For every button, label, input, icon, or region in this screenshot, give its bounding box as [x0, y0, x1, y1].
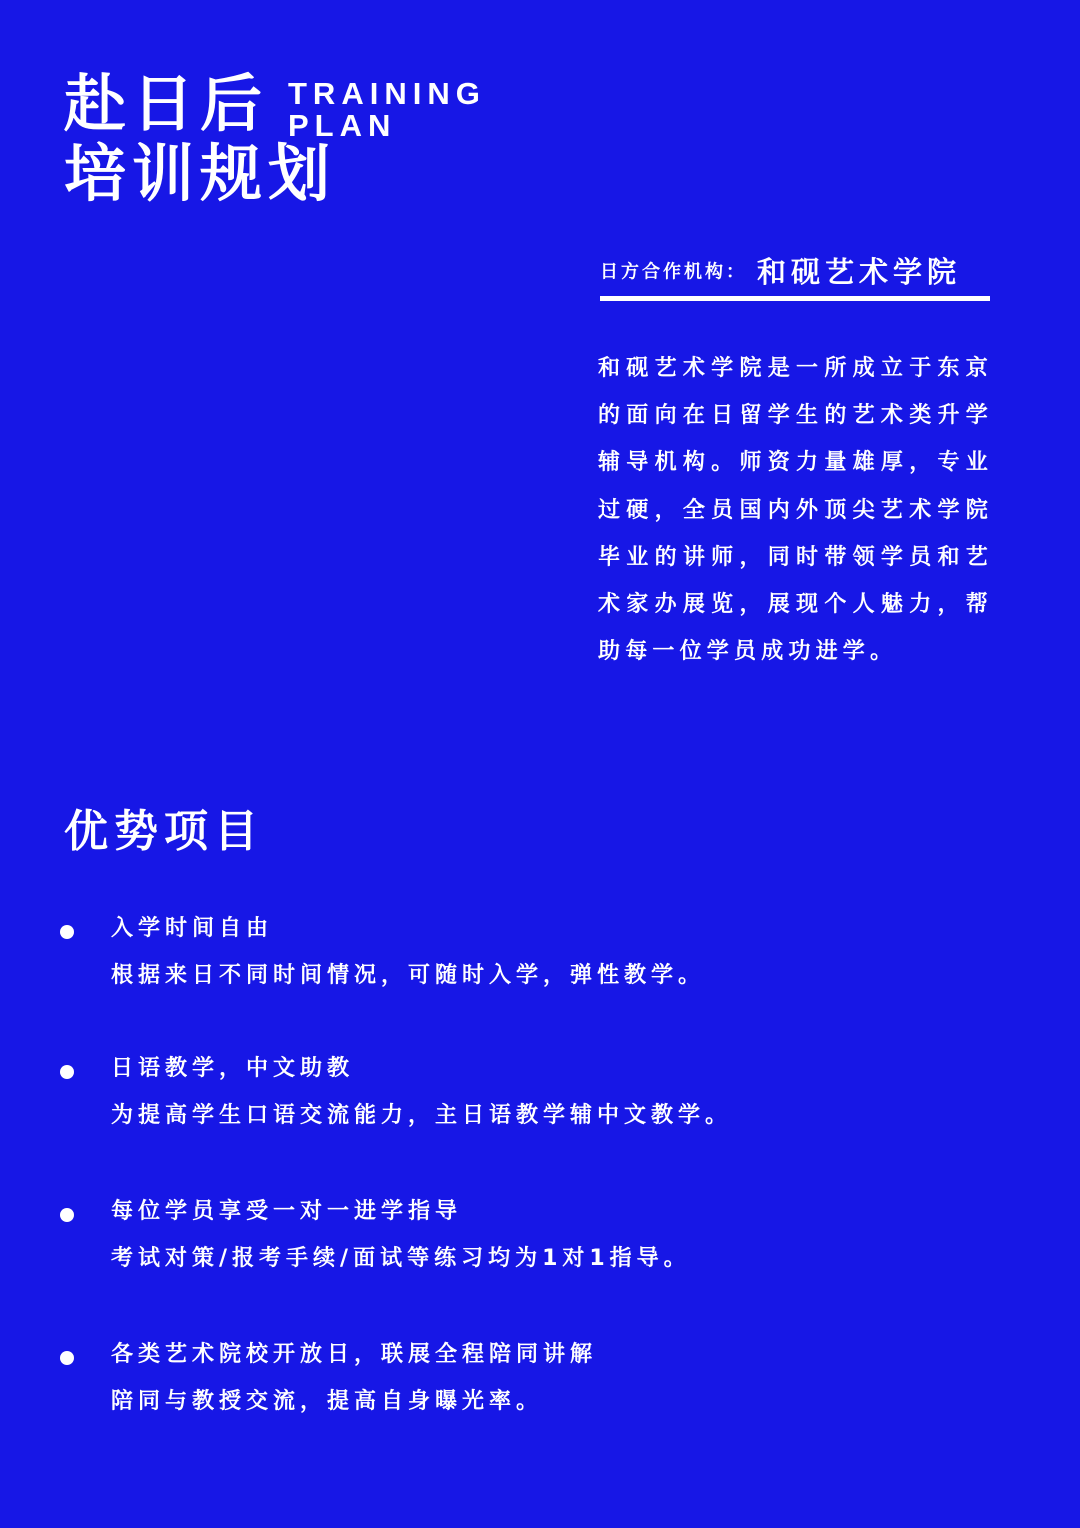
partner-label: 日方合作机构： — [600, 261, 747, 283]
bullet-icon — [60, 1208, 74, 1222]
advantage-description: 为提高学生口语交流能力，主日语教学辅中文教学。 — [111, 1103, 733, 1128]
advantage-title: 入学时间自由 — [111, 916, 274, 941]
partner-name: 和砚艺术学院 — [757, 255, 962, 289]
advantage-description: 根据来日不同时间情况，可随时入学，弹性教学。 — [111, 963, 706, 988]
bullet-icon — [60, 1351, 74, 1365]
advantage-title: 每位学员享受一对一进学指导 — [111, 1199, 463, 1224]
english-subtitle — [288, 78, 486, 142]
bullet-icon — [60, 1065, 74, 1079]
advantage-title: 日语教学，中文助教 — [111, 1056, 355, 1081]
page-title — [64, 67, 337, 210]
intro-paragraph: 和砚艺术学院是一所成立于东京的面向在日留学生的艺术类升学辅导机构。师资力量雄厚，专业过硬，全员国内外顶尖艺术学院毕业的讲师，同时带领学员和艺术家办展览，展现个人魅力，帮助每一位学员成功进学。 — [598, 356, 993, 665]
title-line-2: 培训规划 — [64, 137, 337, 210]
advantage-title: 各类艺术院校开放日，联展全程陪同讲解 — [111, 1342, 598, 1367]
advantages-heading: 优势项目 — [64, 806, 264, 857]
advantage-description: 考试对策/报考手续/面试等练习均为1对1指导。 — [111, 1246, 691, 1271]
partner-underline — [600, 296, 990, 301]
advantage-description: 陪同与教授交流，提高自身曝光率。 — [111, 1389, 544, 1414]
english-subtitle-line-1: TRAINING — [288, 76, 486, 111]
partner-heading — [600, 250, 990, 291]
english-subtitle-line-2: PLAN — [288, 108, 397, 143]
title-line-1: 赴日后 — [64, 67, 269, 140]
bullet-icon — [60, 925, 74, 939]
